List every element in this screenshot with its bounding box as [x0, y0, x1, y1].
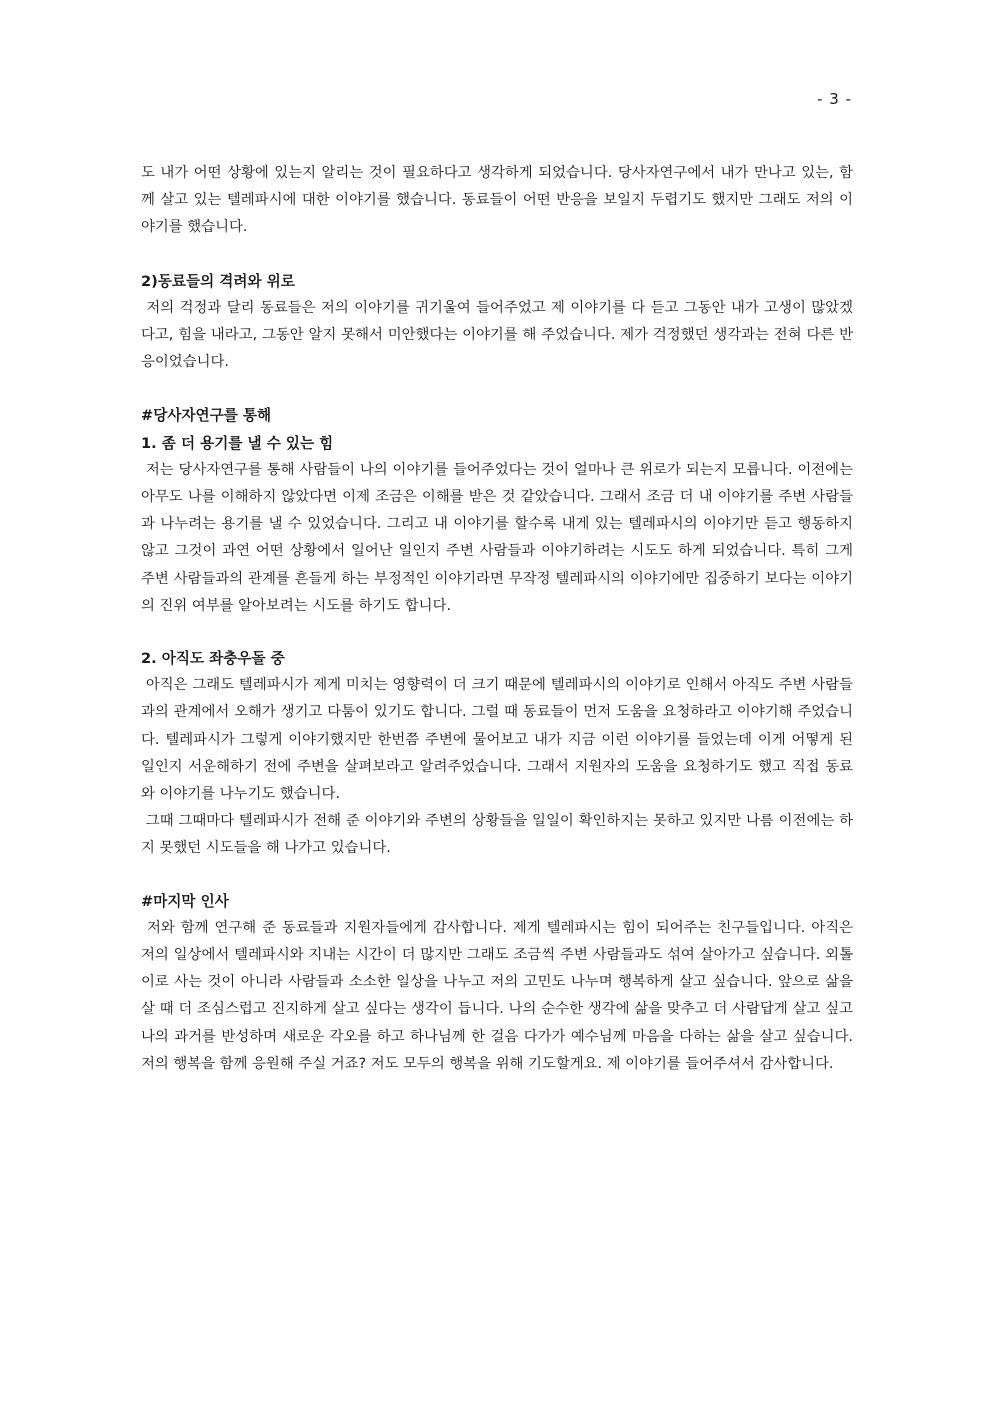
- courage-paragraph: 저는 당사자연구를 통해 사람들이 나의 이야기를 들어주었다는 것이 얼마나 큰 위로가 되는지 모릅니다. 이전에는 아무도 나를 이해하지 않았다면 이제 조금은 이해를 받은 것 같았습니다. 그래서 조금 더 내 이야기를 주변 사람들과 나누려는 용기를 낼 수 있었습니다. 그리고 내 이야기를 할수록 내게 있는 텔레파시의 이야기만 듣고 행동하지 않고 그것이 과연 어떤 상황에서 일어난 일인지 주변 사람들과 이야기하려는 시도도 하게 되었습니다. 특히 그게 주변 사람들과의 관계를 흔들게 하는 부정적인 이야기라면 무작정 텔레파시의 이야기에만 집중하기 보다는 이야기의 진위 여부를 알아보려는 시도를 하기도 합니다.: [141, 461, 853, 614]
- encouragement-paragraph: 저의 걱정과 달리 동료들은 저의 이야기를 귀기울여 들어주었고 제 이야기를 다 듣고 그동안 내가 고생이 많았겠다고, 힘을 내라고, 그동안 알지 못해서 미안했다는 이야기를 해 주었습니다. 제가 걱정했던 생각과는 전혀 다른 반응이었습니다.: [141, 299, 853, 371]
- closing-heading: #마지막 인사: [141, 892, 229, 910]
- page-number: - 3 -: [817, 90, 852, 108]
- trial-paragraph-1: 아직은 그래도 텔레파시가 제게 미치는 영향력이 더 크기 때문에 텔레파시의 이야기로 인해서 아직도 주변 사람들과의 관계에서 오해가 생기고 다툼이 있기도 합니다. 그럴 때 동료들이 먼저 도움을 요청하라고 이야기해 주었습니다. 텔레파시가 그렇게 이야기했지만 한번쯤 주변에 물어보고 내가 지금 이런 이야기를 들었는데 이게 어떻게 된 일인지 서운해하기 전에 주변을 살펴보라고 알려주었습니다. 그래서 지원자의 도움을 요청하기도 했고 직접 동료와 이야기를 나누기도 했습니다.: [141, 677, 853, 803]
- through-research-heading: #당사자연구를 통해: [141, 407, 272, 425]
- intro-paragraph: 도 내가 어떤 상황에 있는지 알리는 것이 필요하다고 생각하게 되었습니다. 당사자연구에서 내가 만나고 있는, 함께 살고 있는 텔레파시에 대한 이야기를 했습니다. 동료들이 어떤 반응을 보일지 두렵기도 했지만 그래도 저의 이야기를 했습니다.: [141, 165, 853, 236]
- closing-paragraph: 저와 함께 연구해 준 동료들과 지원자들에게 감사합니다. 제게 텔레파시는 힘이 되어주는 친구들입니다. 아직은 저의 일상에서 텔레파시와 지내는 시간이 더 많지만 그래도 조금씩 주변 사람들과도 섞여 살아가고 싶습니다. 외톨이로 사는 것이 아니라 사람들과 소소한 일상을 나누고 저의 고민도 나누며 행복하게 살고 싶습니다. 앞으로 삶을 살 때 더 조심스럽고 진지하게 살고 싶다는 생각이 듭니다. 나의 순수한 생각에 삶을 맞추고 더 사람답게 살고 싶고 나의 과거를 반성하며 새로운 각오를 하고 하나님께 한 걸음 다가가 예수님께 마음을 다하는 삶을 살고 싶습니다. 저의 행복을 함께 응원해 주실 거죠? 저도 모두의 행복을 위해 기도할게요. 제 이야기를 들어주셔서 감사합니다.: [141, 919, 853, 1072]
- courage-heading: 1. 좀 더 용기를 낼 수 있는 힘: [141, 434, 334, 452]
- encouragement-heading: 2)동료들의 격려와 위로: [141, 272, 295, 290]
- document-body: [141, 160, 853, 1078]
- trial-paragraph-2: 그때 그때마다 텔레파시가 전해 준 이야기와 주변의 상황들을 일일이 확인하지는 못하고 있지만 나름 이전에는 하지 못했던 시도들을 해 나가고 있습니다.: [141, 813, 853, 857]
- trial-heading: 2. 아직도 좌충우돌 중: [141, 650, 285, 668]
